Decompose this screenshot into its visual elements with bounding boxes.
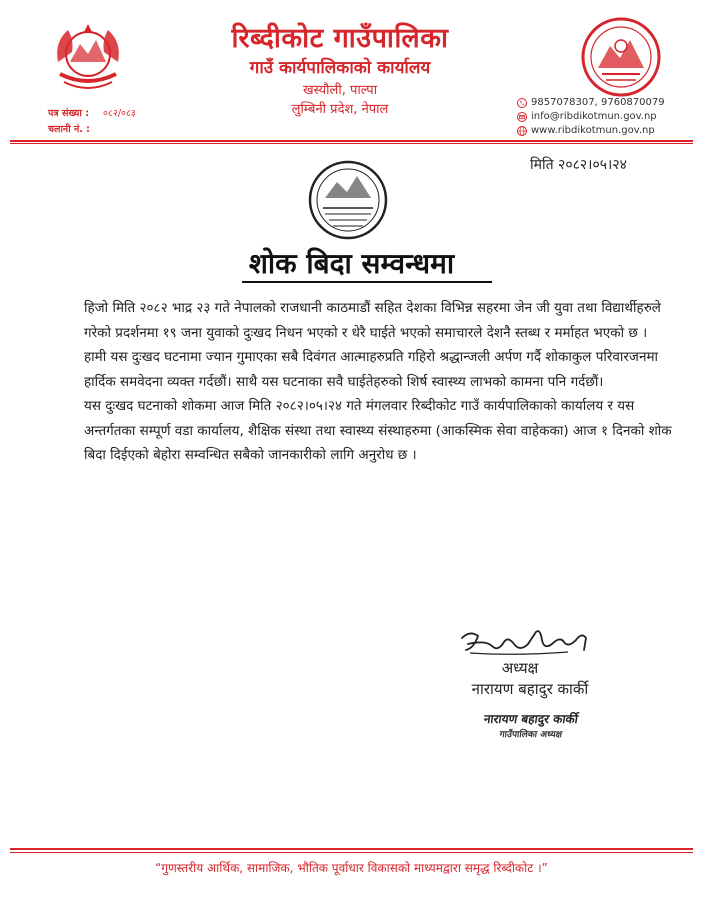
office-seal-stamp bbox=[303, 158, 393, 244]
email-icon bbox=[517, 112, 527, 122]
phone-icon bbox=[517, 98, 527, 108]
name-stamp: नारायण बहादुर कार्की bbox=[482, 712, 579, 726]
body-paragraph-1: हिजो मिति २०८२ भाद्र २३ गते नेपालको राजधानी काठमाडौं सहित देशका विभिन्न सहरमा जेन जी युवा तथा विद्यार्थीहरुले गरेको प्रदर्शनमा १९ जना युवाको दुःखद निधन भएको र धेरै घाईते भएको समाचारले देशनै स्तब्ध र मर्माहत भएको छ । bbox=[84, 300, 661, 341]
dispatch-number-label: चलानी नं. : bbox=[48, 124, 90, 135]
letter-date: मिति २०८२।०५।२४ bbox=[530, 157, 627, 173]
signatory-title: अध्यक्ष bbox=[501, 659, 539, 677]
footer-motto: “गुणस्तरीय आर्थिक, सामाजिक, भौतिक पूर्वाधार विकासको माध्यमद्वारा समृद्ध रिब्दीकोट ।” bbox=[155, 861, 548, 875]
letter-body bbox=[84, 296, 674, 468]
header-divider-thin bbox=[10, 143, 693, 144]
address-line-1: खस्यौली, पाल्पा bbox=[302, 83, 378, 98]
title-underline bbox=[242, 281, 492, 283]
contact-phone bbox=[517, 96, 665, 109]
office-subtitle: गाउँ कार्यपालिकाको कार्यालय bbox=[249, 58, 431, 78]
email-link[interactable]: info@ribdikotmun.gov.np bbox=[531, 111, 657, 122]
website-link[interactable]: www.ribdikotmun.gov.np bbox=[531, 125, 655, 136]
handwritten-signature bbox=[456, 622, 596, 660]
contact-website bbox=[517, 124, 655, 137]
ref-number bbox=[48, 108, 136, 120]
nepal-emblem-logo bbox=[44, 12, 132, 100]
page-title: शोक बिदा सम्वन्धमा bbox=[248, 247, 455, 280]
header-divider bbox=[10, 140, 693, 142]
signatory-name: नारायण बहादुर कार्की bbox=[471, 680, 589, 698]
dispatch-number bbox=[48, 124, 90, 136]
globe-icon bbox=[517, 126, 527, 136]
body-paragraph-2: हामी यस दुःखद घटनामा ज्यान गुमाएका सबै दिवंगत आत्माहरुप्रति गहिरो श्रद्धान्जली अर्पण गर्दै शोकाकुल परिवारजनमा हार्दिक समवेदना व्यक्त गर्दछौं। साथै यस घटनाका सवै घाईतेहरुको शिर्ष स्वास्थ्य लाभको कामना पनि गर्दछौं। bbox=[84, 349, 659, 390]
contact-email bbox=[517, 110, 657, 123]
footer-divider-thin bbox=[10, 852, 693, 853]
phone-text: 9857078307, 9760870079 bbox=[531, 97, 665, 108]
municipality-logo bbox=[580, 16, 662, 98]
office-title: रिब्दीकोट गाउँपालिका bbox=[231, 23, 449, 54]
body-paragraph-3: यस दुःखद घटनाको शोकमा आज मिति २०८२।०५।२४ गते मंगलवार रिब्दीकोट गाउँ कार्यपालिकाको कार्यालय र यस अन्तर्गतका सम्पूर्ण वडा कार्यालय, शैक्षिक संस्था तथा स्वास्थ्य संस्थाहरुमा (आकस्मिक सेवा वाहेकका) आज १ दिनको शोक बिदा दिईएको बेहोरा सम्वन्धित सबैको जानकारीको लागि अनुरोध छ । bbox=[84, 398, 672, 463]
ref-number-value: ०८२/०८३ bbox=[103, 108, 136, 119]
ref-number-label: पत्र संख्या : bbox=[48, 108, 90, 119]
role-stamp: गाउँपालिका अध्यक्ष bbox=[498, 730, 563, 740]
footer-divider bbox=[10, 848, 693, 850]
address-line-2: लुम्बिनी प्रदेश, नेपाल bbox=[291, 102, 389, 117]
